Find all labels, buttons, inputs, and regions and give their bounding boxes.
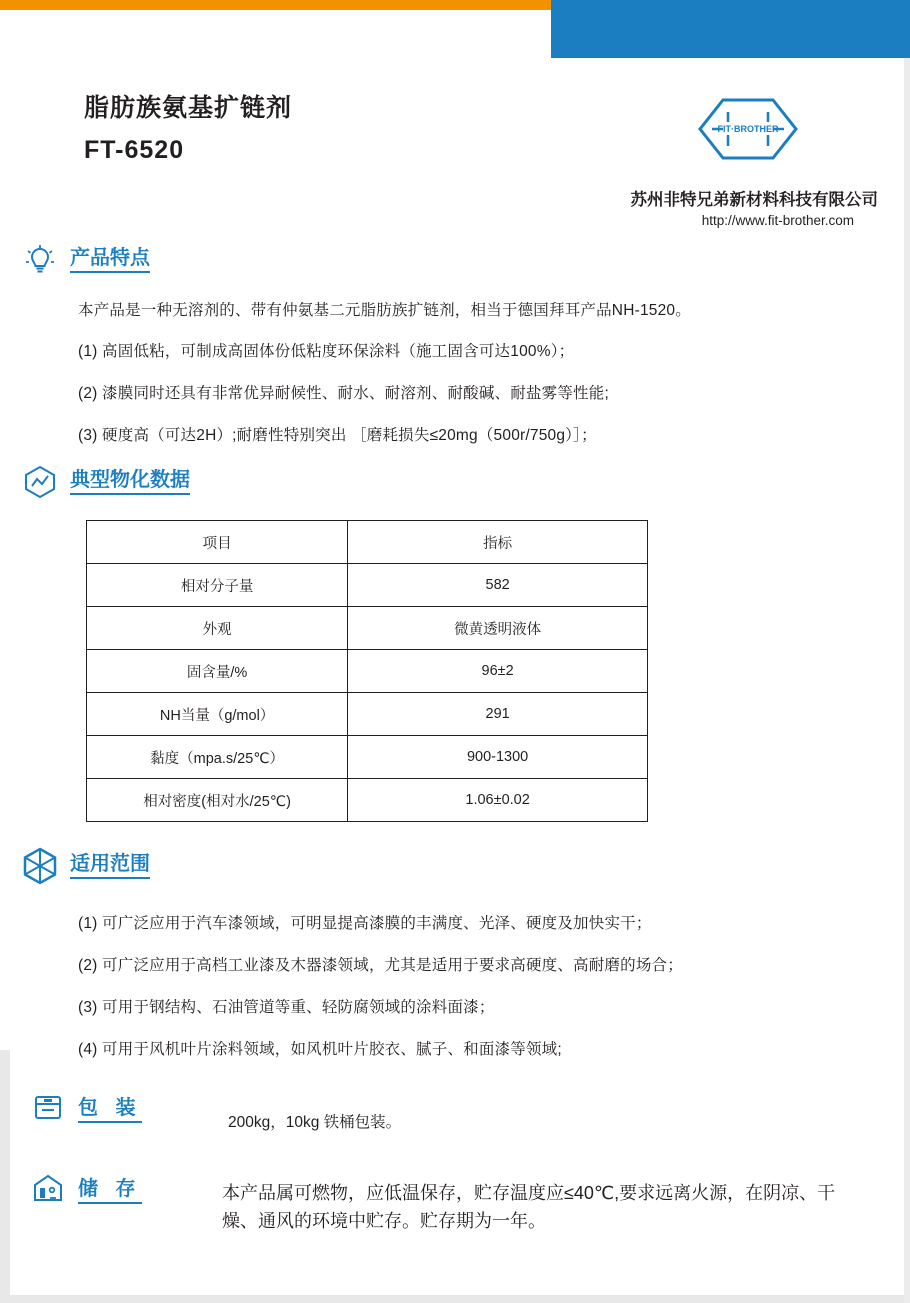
company-website: http://www.fit-brother.com	[701, 213, 854, 228]
company-name: 苏州非特兄弟新材料科技有限公司	[630, 191, 878, 209]
hexagon-logo-icon	[698, 98, 798, 160]
hexagon-net-icon	[20, 846, 60, 886]
features-item-3: (3) 硬度高（可达2H）;耐磨性特别突出 ［磨耗损失≤20mg（500r/750g）］；	[78, 427, 597, 444]
table-cell-value: 96±2	[348, 650, 648, 693]
bottom-grey-strip	[0, 1295, 910, 1303]
applications-item-4: (4) 可用于风机叶片涂料领域，如风机叶片胶衣、腻子、和面漆等领域;	[78, 1041, 562, 1058]
top-orange-bar	[0, 0, 551, 10]
features-intro: 本产品是一种无溶剂的、带有仲氨基二元脂肪族扩链剂，相当于德国拜耳产品NH-1520。	[78, 302, 691, 319]
section-header-specs	[20, 462, 190, 502]
section-header-packaging	[28, 1087, 142, 1127]
table-cell-value: 291	[348, 693, 648, 736]
section-title-applications: 适用范围	[70, 853, 150, 879]
table-cell-label: 相对分子量	[87, 564, 348, 607]
box-icon	[28, 1087, 68, 1127]
table-cell-value: 582	[348, 564, 648, 607]
table-row	[87, 650, 648, 693]
packaging-text: 200kg，10kg 铁桶包装。	[228, 1114, 402, 1131]
lightbulb-icon	[20, 240, 60, 280]
section-header-applications	[20, 846, 150, 886]
document-header	[0, 10, 910, 228]
section-title-specs: 典型物化数据	[70, 469, 190, 495]
section-header-storage	[28, 1168, 142, 1208]
features-item-2: (2) 漆膜同时还具有非常优异耐候性、耐水、耐溶剂、耐酸碱、耐盐雾等性能;	[78, 385, 609, 402]
applications-item-1: (1) 可广泛应用于汽车漆领域，可明显提高漆膜的丰满度、光泽、硬度及加快实干；	[78, 915, 652, 932]
table-row	[87, 736, 648, 779]
spec-table	[86, 520, 648, 822]
section-title-features: 产品特点	[70, 247, 150, 273]
table-cell-label: NH当量（g/mol）	[87, 693, 348, 736]
applications-item-3: (3) 可用于钢结构、石油管道等重、轻防腐领域的涂料面漆；	[78, 999, 495, 1016]
storage-text: 本产品属可燃物，应低温保存，贮存温度应≤40℃,要求远离火源，在阴凉、干燥、通风的环境中贮存。贮存期为一年。	[222, 1183, 836, 1231]
table-cell-value: 900-1300	[348, 736, 648, 779]
section-title-storage: 储 存	[78, 1172, 142, 1204]
warehouse-icon	[28, 1168, 68, 1208]
table-row	[87, 693, 648, 736]
left-grey-strip	[0, 1050, 10, 1303]
table-cell-label: 黏度（mpa.s/25℃）	[87, 736, 348, 779]
table-header-row	[87, 521, 648, 564]
features-item-1: (1) 高固低粘，可制成高固体份低粘度环保涂料（施工固含可达100%）；	[78, 343, 575, 360]
table-row	[87, 564, 648, 607]
table-header-item: 项目	[87, 521, 348, 564]
table-cell-value: 微黄透明液体	[348, 607, 648, 650]
table-row	[87, 607, 648, 650]
table-cell-value: 1.06±0.02	[348, 779, 648, 822]
section-header-features	[20, 240, 150, 280]
table-cell-label: 固含量/%	[87, 650, 348, 693]
applications-item-2: (2) 可广泛应用于高档工业漆及木器漆领域，尤其是适用于要求高硬度、高耐磨的场合；	[78, 957, 683, 974]
page-title: 脂肪族氨基扩链剂	[84, 94, 293, 122]
table-cell-label: 相对密度(相对水/25℃)	[87, 779, 348, 822]
table-row	[87, 779, 648, 822]
chart-hexagon-icon	[20, 462, 60, 502]
company-logo	[698, 98, 798, 160]
svg-text:FIT·BROTHER: FIT·BROTHER	[717, 124, 779, 134]
table-header-value: 指标	[348, 521, 648, 564]
right-grey-strip	[904, 58, 910, 1303]
table-cell-label: 外观	[87, 607, 348, 650]
section-title-packaging: 包 装	[78, 1091, 142, 1123]
product-code: FT-6520	[84, 136, 185, 164]
